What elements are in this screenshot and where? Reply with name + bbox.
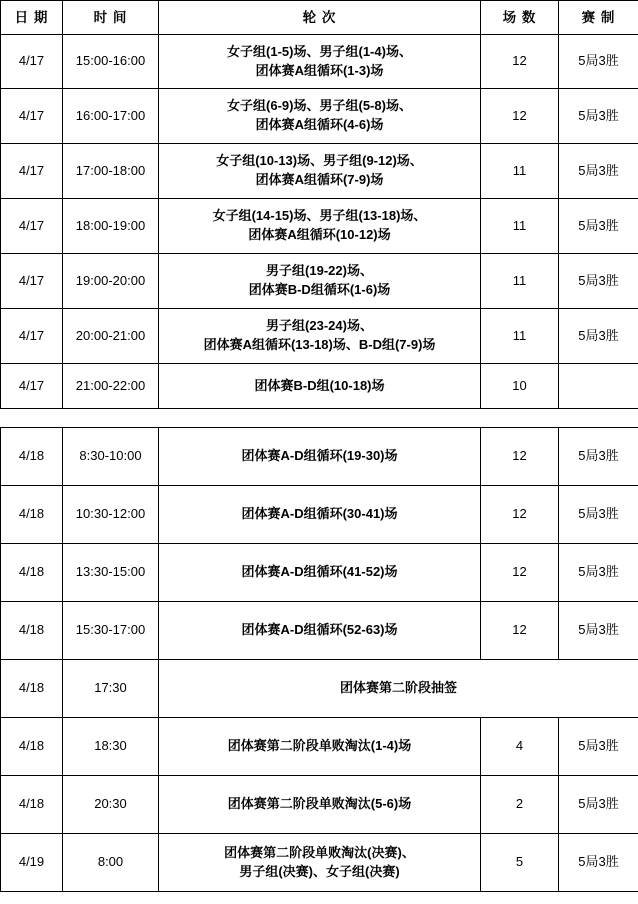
table-body-day2	[1, 428, 638, 892]
cell-count: 5	[481, 834, 559, 892]
cell-date: 4/18	[1, 486, 63, 544]
round-line: 团体赛B-D组循环(1-6)场	[248, 282, 391, 297]
cell-time: 8:00	[63, 834, 159, 892]
cell-date: 4/17	[1, 364, 63, 409]
table-body-day1	[1, 35, 638, 409]
cell-time: 8:30-10:00	[63, 428, 159, 486]
cell-time: 16:00-17:00	[63, 89, 159, 144]
table-row	[1, 89, 638, 144]
cell-time: 13:30-15:00	[63, 544, 159, 602]
cell-round	[159, 364, 481, 409]
cell-format: 5局3胜	[559, 144, 638, 199]
cell-count: 12	[481, 428, 559, 486]
cell-count: 11	[481, 144, 559, 199]
cell-format: 5局3胜	[559, 428, 638, 486]
cell-round	[159, 428, 481, 486]
cell-round	[159, 544, 481, 602]
cell-count: 12	[481, 89, 559, 144]
round-line: 团体赛A-D组循环(52-63)场	[241, 622, 398, 638]
cell-date: 4/18	[1, 660, 63, 718]
table-row	[1, 602, 638, 660]
cell-count: 11	[481, 199, 559, 254]
cell-round	[159, 486, 481, 544]
cell-round	[159, 776, 481, 834]
cell-time: 17:00-18:00	[63, 144, 159, 199]
cell-count: 10	[481, 364, 559, 409]
column-header-date: 日 期	[1, 1, 63, 35]
cell-count: 2	[481, 776, 559, 834]
round-line: 男子组(19-22)场、	[266, 263, 373, 279]
cell-date: 4/17	[1, 199, 63, 254]
cell-format: 5局3胜	[559, 89, 638, 144]
cell-format: 5局3胜	[559, 602, 638, 660]
cell-round	[159, 199, 481, 254]
round-line: 团体赛A-D组循环(19-30)场	[241, 448, 398, 464]
cell-round	[159, 309, 481, 364]
cell-format: 5局3胜	[559, 776, 638, 834]
table-row	[1, 486, 638, 544]
cell-format	[559, 364, 638, 409]
cell-time: 15:30-17:00	[63, 602, 159, 660]
cell-time: 10:30-12:00	[63, 486, 159, 544]
cell-date: 4/17	[1, 144, 63, 199]
column-header-format: 赛 制	[559, 1, 638, 35]
cell-date: 4/19	[1, 834, 63, 892]
cell-time: 20:30	[63, 776, 159, 834]
column-header-time: 时 间	[63, 1, 159, 35]
table-row	[1, 544, 638, 602]
cell-round	[159, 660, 638, 718]
cell-date: 4/17	[1, 254, 63, 309]
table-row	[1, 254, 638, 309]
round-line: 团体赛第二阶段抽签	[339, 680, 457, 696]
cell-count: 11	[481, 309, 559, 364]
cell-date: 4/18	[1, 602, 63, 660]
cell-time: 15:00-16:00	[63, 35, 159, 89]
round-line: 团体赛A组循环(1-3)场	[255, 62, 384, 78]
round-line: 团体赛B-D组(10-18)场	[254, 377, 385, 393]
column-header-round: 轮 次	[159, 1, 481, 35]
table-row	[1, 834, 638, 892]
cell-time: 17:30	[63, 660, 159, 718]
cell-date: 4/17	[1, 35, 63, 89]
table-separator	[0, 409, 638, 427]
table-row	[1, 776, 638, 834]
cell-format: 5局3胜	[559, 486, 638, 544]
cell-round	[159, 254, 481, 309]
cell-count: 12	[481, 602, 559, 660]
table-header	[1, 1, 638, 35]
table-row	[1, 364, 638, 409]
cell-format: 5局3胜	[559, 35, 638, 89]
cell-format: 5局3胜	[559, 254, 638, 309]
round-line: 女子组(14-15)场、男子组(13-18)场、	[212, 208, 427, 224]
cell-date: 4/18	[1, 544, 63, 602]
round-line: 团体赛A组循环(13-18)场、B-D组(7-9)场	[203, 337, 436, 352]
table-row	[1, 718, 638, 776]
round-line: 男子组(23-24)场、	[266, 318, 373, 334]
table-row	[1, 660, 638, 718]
round-line: 团体赛第二阶段单败淘汰(1-4)场	[227, 738, 412, 754]
cell-count: 12	[481, 544, 559, 602]
header-row	[1, 1, 638, 35]
cell-count: 12	[481, 35, 559, 89]
cell-round	[159, 89, 481, 144]
cell-time: 18:30	[63, 718, 159, 776]
cell-round	[159, 144, 481, 199]
round-line: 团体赛A-D组循环(41-52)场	[241, 564, 398, 580]
round-line: 团体赛A组循环(4-6)场	[255, 117, 384, 132]
cell-date: 4/18	[1, 776, 63, 834]
round-line: 女子组(10-13)场、男子组(9-12)场、	[216, 153, 423, 169]
cell-format: 5局3胜	[559, 309, 638, 364]
cell-round	[159, 602, 481, 660]
table-row	[1, 144, 638, 199]
column-header-count: 场 数	[481, 1, 559, 35]
cell-format: 5局3胜	[559, 718, 638, 776]
table-row	[1, 199, 638, 254]
round-line: 团体赛第二阶段单败淘汰(5-6)场	[227, 796, 412, 812]
cell-format: 5局3胜	[559, 199, 638, 254]
cell-count: 4	[481, 718, 559, 776]
cell-round	[159, 35, 481, 89]
cell-format: 5局3胜	[559, 834, 638, 892]
table-row	[1, 309, 638, 364]
cell-time: 21:00-22:00	[63, 364, 159, 409]
round-line: 女子组(6-9)场、男子组(5-8)场、	[227, 98, 412, 114]
round-line: 男子组(决赛)、女子组(决赛)	[239, 863, 400, 879]
cell-time: 18:00-19:00	[63, 199, 159, 254]
table-row	[1, 35, 638, 89]
cell-time: 20:00-21:00	[63, 309, 159, 364]
cell-date: 4/17	[1, 309, 63, 364]
cell-count: 12	[481, 486, 559, 544]
round-line: 团体赛A-D组循环(30-41)场	[241, 506, 398, 522]
round-line: 团体赛第二阶段单败淘汰(决赛)、	[224, 844, 415, 860]
round-line: 女子组(1-5)场、男子组(1-4)场、	[227, 43, 412, 59]
cell-date: 4/17	[1, 89, 63, 144]
cell-round	[159, 718, 481, 776]
cell-date: 4/18	[1, 428, 63, 486]
cell-round	[159, 834, 481, 892]
cell-date: 4/18	[1, 718, 63, 776]
schedule-table-day1	[0, 0, 638, 409]
cell-time: 19:00-20:00	[63, 254, 159, 309]
cell-count: 11	[481, 254, 559, 309]
cell-format: 5局3胜	[559, 544, 638, 602]
round-line: 团体赛A组循环(10-12)场	[248, 227, 391, 242]
table-row	[1, 428, 638, 486]
round-line: 团体赛A组循环(7-9)场	[255, 172, 384, 187]
schedule-table-day2	[0, 427, 638, 892]
